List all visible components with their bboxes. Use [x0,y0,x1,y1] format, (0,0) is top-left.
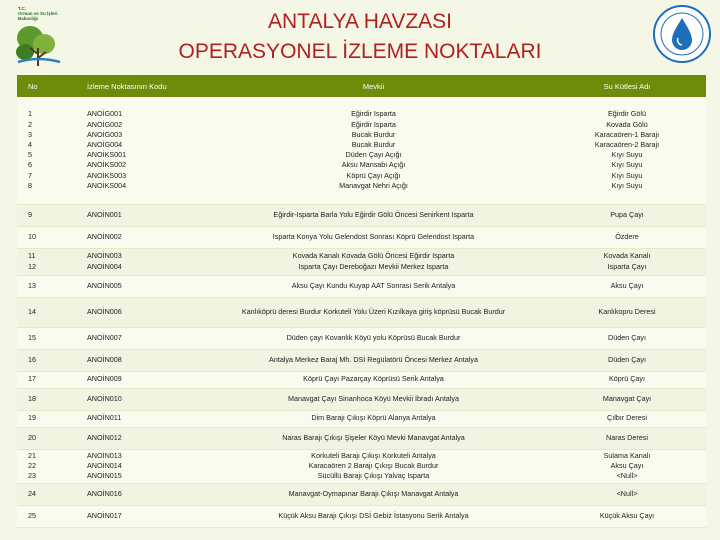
row-number-text: 5 [28,150,32,160]
point-code-text: ANOİN003 [87,251,122,261]
table-row [17,427,706,449]
cell-location [199,297,548,327]
water-body-text: Kovada Gölü [606,119,648,129]
cell-location [199,226,548,248]
water-body-text: Eğirdir Gölü [608,109,646,119]
water-body-text: <Null> [616,488,638,498]
row-number-text: 18 [28,393,36,403]
point-code-text: ANOİN014 [87,460,122,470]
point-code-text: ANOİN009 [87,374,122,384]
water-body-text: Çılbır Deresi [607,413,647,423]
water-body-text: Kıyı Suyu [611,180,643,190]
table-body [17,97,706,527]
point-code-text: ANOİKS001 [87,150,127,160]
location-text: Naras Barajı Çıkışı Şişeler Köyü Mevki Manavgat Antalya [282,432,465,442]
cell-location [199,371,548,388]
cell-water-body [548,371,706,388]
water-body-text: Manavgat Çayı [602,393,652,403]
location-text: Eğirdir-Isparta Barla Yolu Eğirdir Gölü Öncesi Senirkent Isparta [273,209,474,219]
col-header-water-body: Su Kütlesi Adı [548,75,706,97]
cell-row-number [17,297,81,327]
cell-point-code [81,297,199,327]
cell-row-number [17,97,81,204]
location-text: Manavgat Nehri Açığı [339,180,408,190]
water-body-text: Kanlıkopru Deresi [598,306,656,316]
point-code-text: ANOİN016 [87,488,122,498]
cell-location [199,427,548,449]
water-body-text: Kıyı Suyu [611,160,643,170]
cell-location [199,349,548,371]
cell-point-code [81,275,199,297]
location-text: Isparta Konya Yolu Gelendost Sonrası Köprü Gelendost Isparta [272,231,475,241]
cell-point-code [81,327,199,349]
cell-water-body [548,297,706,327]
cell-water-body [548,97,706,204]
location-text: Kanlıköprü deresi Burdur Korkuteli Yolu Üzeri Kızılkaya giriş köprüsü Bucak Burdur [241,306,506,316]
water-body-text: Kıyı Suyu [611,170,643,180]
table-row [17,97,706,204]
dsi-logo [652,4,712,64]
cell-water-body [548,204,706,226]
row-number-text: 2 [28,119,32,129]
point-code-text: ANOİG004 [87,140,123,150]
row-number-text: 1 [28,109,32,119]
water-body-text: Küçük Aksu Çayı [599,510,655,520]
location-text: Kovada Kanalı Kovada Gölü Öncesi Eğirdir Isparta [292,251,455,261]
point-code-text: ANOİKS004 [87,180,127,190]
point-code-text: ANOİG002 [87,119,123,129]
point-code-text: ANOİG003 [87,129,123,139]
row-number-text: 19 [28,413,36,423]
row-number-text: 7 [28,170,32,180]
row-number-text: 4 [28,140,32,150]
point-code-text: ANOİN015 [87,471,122,481]
cell-row-number [17,427,81,449]
ministry-name: T.C. Orman ve Su İşleri Bakanlığı [18,6,58,21]
point-code-text: ANOİN005 [87,280,122,290]
cell-point-code [81,505,199,527]
table-row [17,483,706,505]
cell-point-code [81,449,199,483]
water-body-text: Özdere [615,231,639,241]
row-number-text: 12 [28,261,36,271]
row-number-text: 22 [28,460,36,470]
cell-water-body [548,449,706,483]
cell-water-body [548,275,706,297]
location-text: Aksu Mansabı Açığı [341,160,406,170]
table-row [17,297,706,327]
col-header-location: Mevkii [199,75,548,97]
cell-location [199,483,548,505]
cell-row-number [17,349,81,371]
location-text: Dim Barajı Çıkışı Köprü Alanya Antalya [311,413,436,423]
table-row [17,226,706,248]
location-text: Bucak Burdur [351,140,396,150]
water-body-text: Karacaören-2 Barajı [594,140,660,150]
table-row [17,275,706,297]
col-header-no: No [17,75,81,97]
point-code-text: ANOİN013 [87,450,122,460]
point-code-text: ANOİG001 [87,109,123,119]
water-body-text: <Null> [616,471,638,481]
cell-water-body [548,349,706,371]
water-body-text: Isparta Çayı [607,261,647,271]
page-title-line2: OPERASYONEL İZLEME NOKTALARI [178,40,542,63]
location-text: Köprü Çayı Pazarçay Köprüsü Serik Antalya [303,374,444,384]
location-text: Köprü Çayı Açığı [346,170,401,180]
point-code-text: ANOİKS003 [87,170,127,180]
location-text: Korkuteli Barajı Çıkışı Korkuteli Antalya [311,450,436,460]
cell-point-code [81,483,199,505]
cell-point-code [81,226,199,248]
cell-row-number [17,226,81,248]
water-body-text: Kıyı Suyu [611,150,643,160]
point-code-text: ANOİN006 [87,306,122,316]
water-body-text: Pupa Çayı [610,209,644,219]
cell-row-number [17,410,81,427]
cell-row-number [17,327,81,349]
cell-location [199,327,548,349]
cell-location [199,410,548,427]
water-body-text: Sulama Kanalı [603,450,651,460]
page-title-line1: ANTALYA HAVZASI [268,10,452,33]
cell-row-number [17,483,81,505]
cell-water-body [548,483,706,505]
table-row [17,505,706,527]
row-number-text: 16 [28,354,36,364]
cell-water-body [548,327,706,349]
cell-row-number [17,449,81,483]
table-row [17,248,706,275]
cell-point-code [81,349,199,371]
ministry-logo [8,4,68,70]
cell-point-code [81,410,199,427]
point-code-text: ANOİN007 [87,332,122,342]
location-text: Düden çayı Kovanlık Köyü yolu Köprüsü Bucak Burdur [286,332,461,342]
point-code-text: ANOİN017 [87,510,122,520]
table-row [17,349,706,371]
row-number-text: 17 [28,374,36,384]
water-body-text: Düden Çayı [608,332,646,342]
row-number-text: 10 [28,231,36,241]
slide-header [0,0,720,78]
water-body-text: Aksu Çayı [610,460,644,470]
row-number-text: 20 [28,432,36,442]
location-text: Manavgat Çayı Sinanhoca Köyü Mevkii İbradı Antalya [288,393,459,403]
cell-point-code [81,371,199,388]
row-number-text: 11 [28,251,36,261]
cell-point-code [81,97,199,204]
location-text: Manavgat-Oymapınar Barajı Çıkışı Manavgat Antalya [288,488,459,498]
row-number-text: 24 [28,488,36,498]
cell-point-code [81,204,199,226]
row-number-text: 6 [28,160,32,170]
table-header-row [17,75,706,97]
cell-location [199,449,548,483]
table-row [17,327,706,349]
point-code-text: ANOİN002 [87,231,122,241]
cell-location [199,248,548,275]
table-row [17,410,706,427]
col-header-code: İzleme Noktasının Kodu [81,75,199,97]
cell-water-body [548,410,706,427]
cell-location [199,505,548,527]
cell-row-number [17,505,81,527]
water-body-text: Naras Deresi [606,432,648,442]
cell-row-number [17,275,81,297]
row-number-text: 8 [28,180,32,190]
cell-location [199,275,548,297]
row-number-text: 3 [28,129,32,139]
cell-row-number [17,371,81,388]
cell-location [199,204,548,226]
point-code-text: ANOİN004 [87,261,122,271]
cell-water-body [548,505,706,527]
table-row [17,388,706,410]
cell-row-number [17,248,81,275]
cell-point-code [81,248,199,275]
cell-location [199,388,548,410]
point-code-text: ANOİN008 [87,354,122,364]
water-body-text: Karacaören-1 Barajı [594,129,660,139]
monitoring-points-table [17,75,706,528]
row-number-text: 14 [28,306,36,316]
location-text: Eğirdir Isparta [351,109,396,119]
table-row [17,449,706,483]
location-text: Bucak Burdur [351,129,396,139]
water-body-text: Kovada Kanalı [603,251,651,261]
row-number-text: 25 [28,510,36,520]
cell-water-body [548,226,706,248]
water-body-text: Aksu Çayı [610,280,644,290]
water-body-text: Köprü Çayı [609,374,645,384]
row-number-text: 21 [28,450,36,460]
table-row [17,204,706,226]
point-code-text: ANOİN011 [87,413,122,423]
location-text: Antalya Merkez Baraj Mh. DSİ Regülatörü Öncesi Merkez Antalya [269,354,478,364]
cell-water-body [548,388,706,410]
location-text: Küçük Aksu Barajı Çıkışı DSİ Gebiz İstasyonu Serik Antalya [278,510,469,520]
row-number-text: 13 [28,280,36,290]
point-code-text: ANOİN001 [87,209,122,219]
cell-row-number [17,388,81,410]
table-row [17,371,706,388]
cell-location [199,97,548,204]
water-drop-icon [652,4,712,64]
location-text: Karacaören 2 Barajı Çıkışı Bucak Burdur [308,460,439,470]
location-text: Sücüllü Barajı Çıkışı Yalvaç Isparta [317,471,430,481]
cell-point-code [81,427,199,449]
row-number-text: 9 [28,209,32,219]
location-text: Düden Çayı Açığı [345,150,402,160]
cell-row-number [17,204,81,226]
water-body-text: Düden Çayı [608,354,646,364]
cell-water-body [548,248,706,275]
row-number-text: 23 [28,471,36,481]
row-number-text: 15 [28,332,36,342]
cell-water-body [548,427,706,449]
point-code-text: ANOİN010 [87,393,122,403]
cell-point-code [81,388,199,410]
point-code-text: ANOİN012 [87,432,122,442]
location-text: Aksu Çayı Kundu Kuyap AAT Sonrası Serik Antalya [291,280,456,290]
location-text: Eğirdir Isparta [351,119,396,129]
location-text: Isparta Çayı Dereboğazı Mevkii Merkez Isparta [298,261,449,271]
point-code-text: ANOİKS002 [87,160,127,170]
